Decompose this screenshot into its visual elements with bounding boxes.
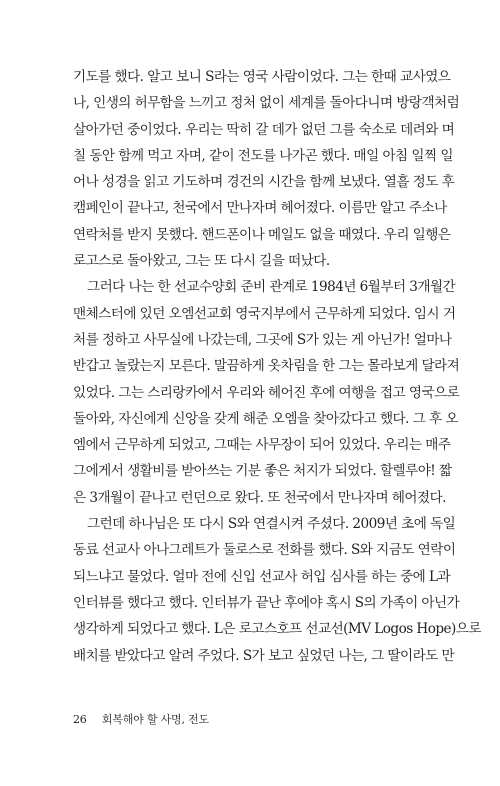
text-line: 그에게서 생활비를 받아쓰는 기분 좋은 처지가 되었다. 할렐루야! 짧	[73, 463, 452, 480]
text-line: 맨체스터에 있던 오엠선교회 영국지부에서 근무하게 되었다. 임시 거	[73, 305, 456, 322]
text-line: 어나 성경을 읽고 기도하며 경건의 시간을 함께 보냈다. 열흘 정도 후	[73, 174, 455, 191]
page-number: 26	[73, 713, 87, 726]
text-line: 살아가던 중이었다. 우리는 딱히 갈 데가 없던 그를 숙소로 데려와 며	[73, 121, 455, 138]
text-line: 나, 인생의 허무함을 느끼고 정처 없이 세계를 돌아다니며 방랑객처럼	[73, 95, 460, 112]
running-title: 회복해야 할 사명, 전도	[101, 713, 209, 726]
text-line: 반갑고 놀랐는지 모른다. 말끔하게 옷차림을 한 그는 몰라보게 달라져	[73, 358, 460, 375]
text-line: 칠 동안 함께 먹고 자며, 같이 전도를 나가곤 했다. 매일 아침 일찍 일	[73, 147, 453, 164]
text-line: 동료 선교사 아나그레트가 둘로스로 전화를 했다. S와 지금도 연락이	[73, 542, 456, 559]
text-line: 되느냐고 물었다. 얼마 전에 신입 선교사 허입 심사를 하는 중에 L과	[73, 568, 451, 585]
text-line: 생각하게 되었다고 했다. L은 로고스호프 선교선(MV Logos Hope)으로	[73, 621, 481, 638]
text-line: 은 3개월이 끝나고 런던으로 왔다. 또 천국에서 만나자며 헤어졌다.	[73, 489, 446, 506]
text-line: 로고스로 돌아왔고, 그는 또 다시 길을 떠났다.	[73, 253, 330, 270]
text-line: 인터뷰를 했다고 했다. 인터뷰가 끝난 후에야 혹시 S의 가족이 아닌가	[73, 594, 460, 611]
text-line: 엠에서 근무하게 되었고, 그때는 사무장이 되어 있었다. 우리는 매주	[73, 437, 451, 454]
text-line: 있었다. 그는 스리랑카에서 우리와 헤어진 후에 여행을 접고 영국으로	[73, 384, 460, 401]
text-line: 연락처를 받지 못했다. 핸드폰이나 메일도 없을 때였다. 우리 일행은	[73, 226, 451, 243]
page-footer	[73, 711, 209, 727]
text-line: 처를 정하고 사무실에 나갔는데, 그곳에 S가 있는 게 아닌가! 얼마나	[73, 331, 452, 348]
text-line: 캠페인이 끝나고, 천국에서 만나자며 헤어졌다. 이름만 알고 주소나	[73, 200, 447, 217]
text-line: 돌아와, 자신에게 신앙을 갖게 해준 오엠을 찾아갔다고 했다. 그 후 오	[73, 410, 458, 427]
text-line: 배치를 받았다고 알려 주었다. S가 보고 싶었던 나는, 그 딸이라도 만	[73, 647, 455, 664]
text-line: 그러다 나는 한 선교수양회 준비 관계로 1984년 6월부터 3개월간	[87, 279, 456, 296]
body-text	[73, 64, 481, 669]
text-line: 그런데 하나님은 또 다시 S와 연결시켜 주셨다. 2009년 초에 독일	[87, 516, 456, 533]
text-line: 기도를 했다. 알고 보니 S라는 영국 사람이었다. 그는 한때 교사였으	[73, 69, 451, 85]
